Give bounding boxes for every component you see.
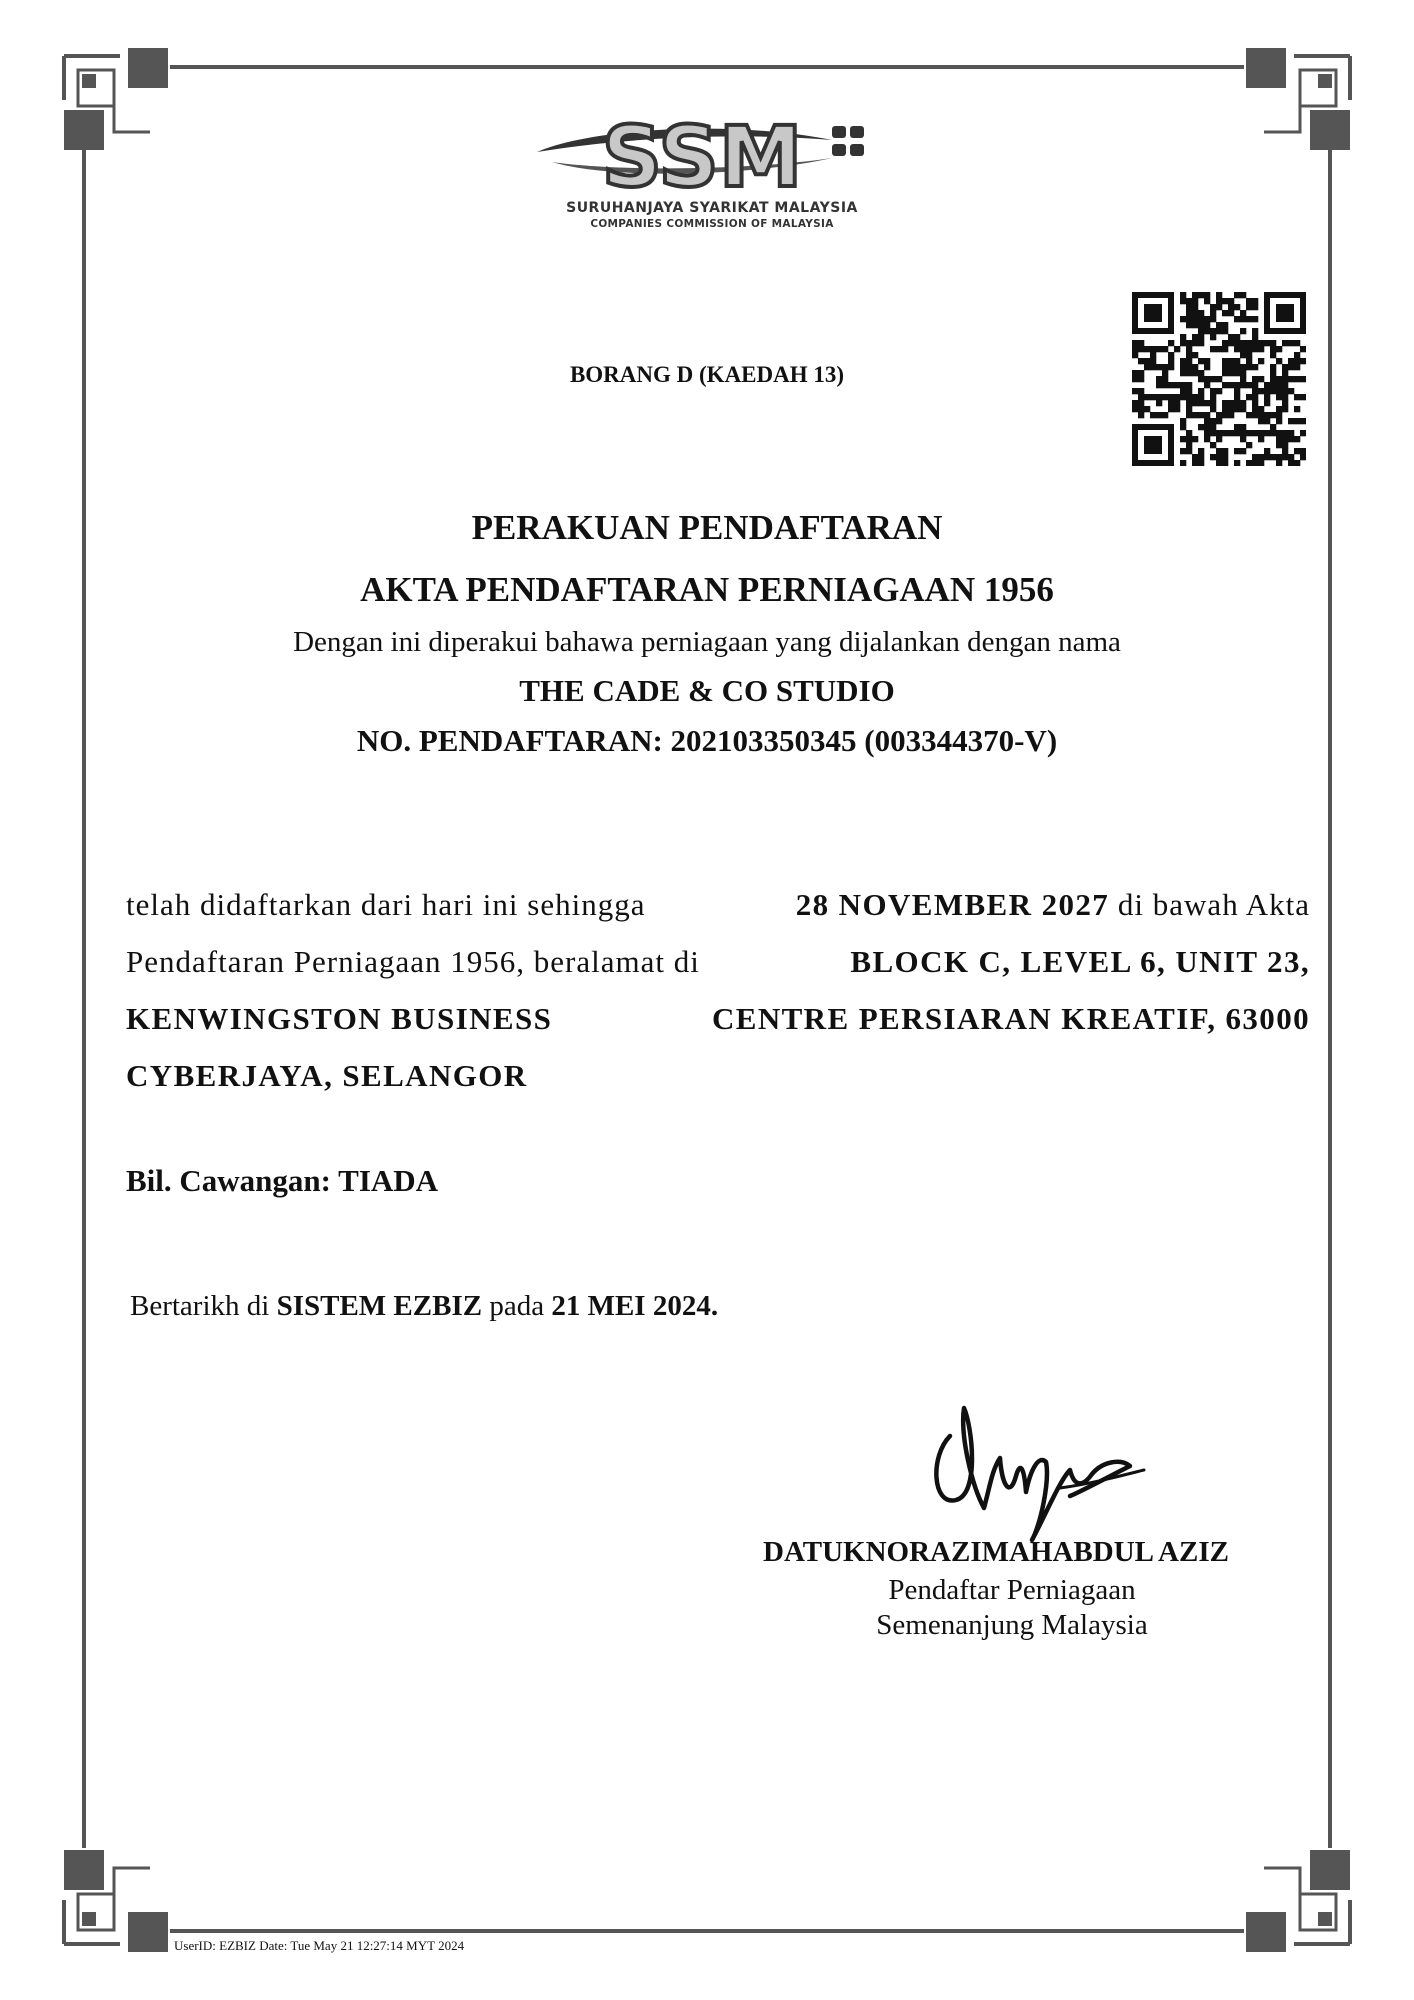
address-line1: BLOCK C, LEVEL 6, UNIT 23, [850, 944, 1310, 979]
signatory-region: Semenanjung Malaysia [876, 1609, 1148, 1641]
ssm-logo [532, 110, 892, 235]
handwritten-signature [920, 1396, 1150, 1546]
address-line4: CYBERJAYA, SELANGOR [126, 1058, 528, 1093]
address-line3: CENTRE PERSIARAN KREATIF, 63000 [711, 1001, 1310, 1036]
dated-mid: pada [489, 1290, 545, 1322]
body-line1-right [796, 887, 1310, 923]
dated-date: 21 MEI 2024. [551, 1290, 719, 1322]
dated-line [130, 1290, 718, 1323]
business-name: THE CADE & CO STUDIO [519, 673, 895, 708]
form-code: BORANG D (KAEDAH 13) [569, 362, 845, 387]
signatory-name: DATUKNORAZIMAHABDUL AZIZ [763, 1536, 1229, 1568]
logo-line-malay: SURUHANJAYA SYARIKAT MALAYSIA [566, 200, 858, 216]
address-line2: KENWINGSTON BUSINESS [126, 1001, 553, 1036]
body-line2-lead: Pendaftaran Perniagaan 1956, beralamat di [126, 944, 700, 979]
certificate-title: PERAKUAN PENDAFTARAN [471, 508, 943, 547]
certify-statement: Dengan ini diperakui bahawa perniagaan yang dijalankan dengan nama [293, 626, 1121, 658]
certificate-act: AKTA PENDAFTARAN PERNIAGAAN 1956 [360, 570, 1054, 609]
corner-ornament-bottom-right [1246, 1850, 1350, 1952]
branch-count: Bil. Cawangan: TIADA [126, 1163, 439, 1198]
signatory-title: Pendaftar Perniagaan [888, 1574, 1136, 1606]
corner-ornament-top-left [64, 48, 168, 150]
expiry-date: 28 NOVEMBER 2027 [795, 887, 1110, 922]
corner-ornament-bottom-left [64, 1850, 168, 1952]
ssm-logo-mark [532, 110, 892, 200]
dated-system: SISTEM EZBIZ [276, 1290, 483, 1322]
svg-text:SSM: SSM [601, 110, 803, 200]
registration-number: NO. PENDAFTARAN: 202103350345 (003344370-V) [356, 723, 1058, 758]
logo-line-english: COMPANIES COMMISSION OF MALAYSIA [590, 218, 834, 230]
corner-ornament-top-right [1246, 48, 1350, 150]
dated-prefix: Bertarikh di [130, 1290, 270, 1322]
body-line1-tail: di bawah Akta [1117, 887, 1310, 922]
body-line1-lead: telah didaftarkan dari hari ini sehingga [126, 887, 646, 922]
footer-user-stamp: UserID: EZBIZ Date: Tue May 21 12:27:14 MYT 2024 [174, 1938, 465, 1953]
